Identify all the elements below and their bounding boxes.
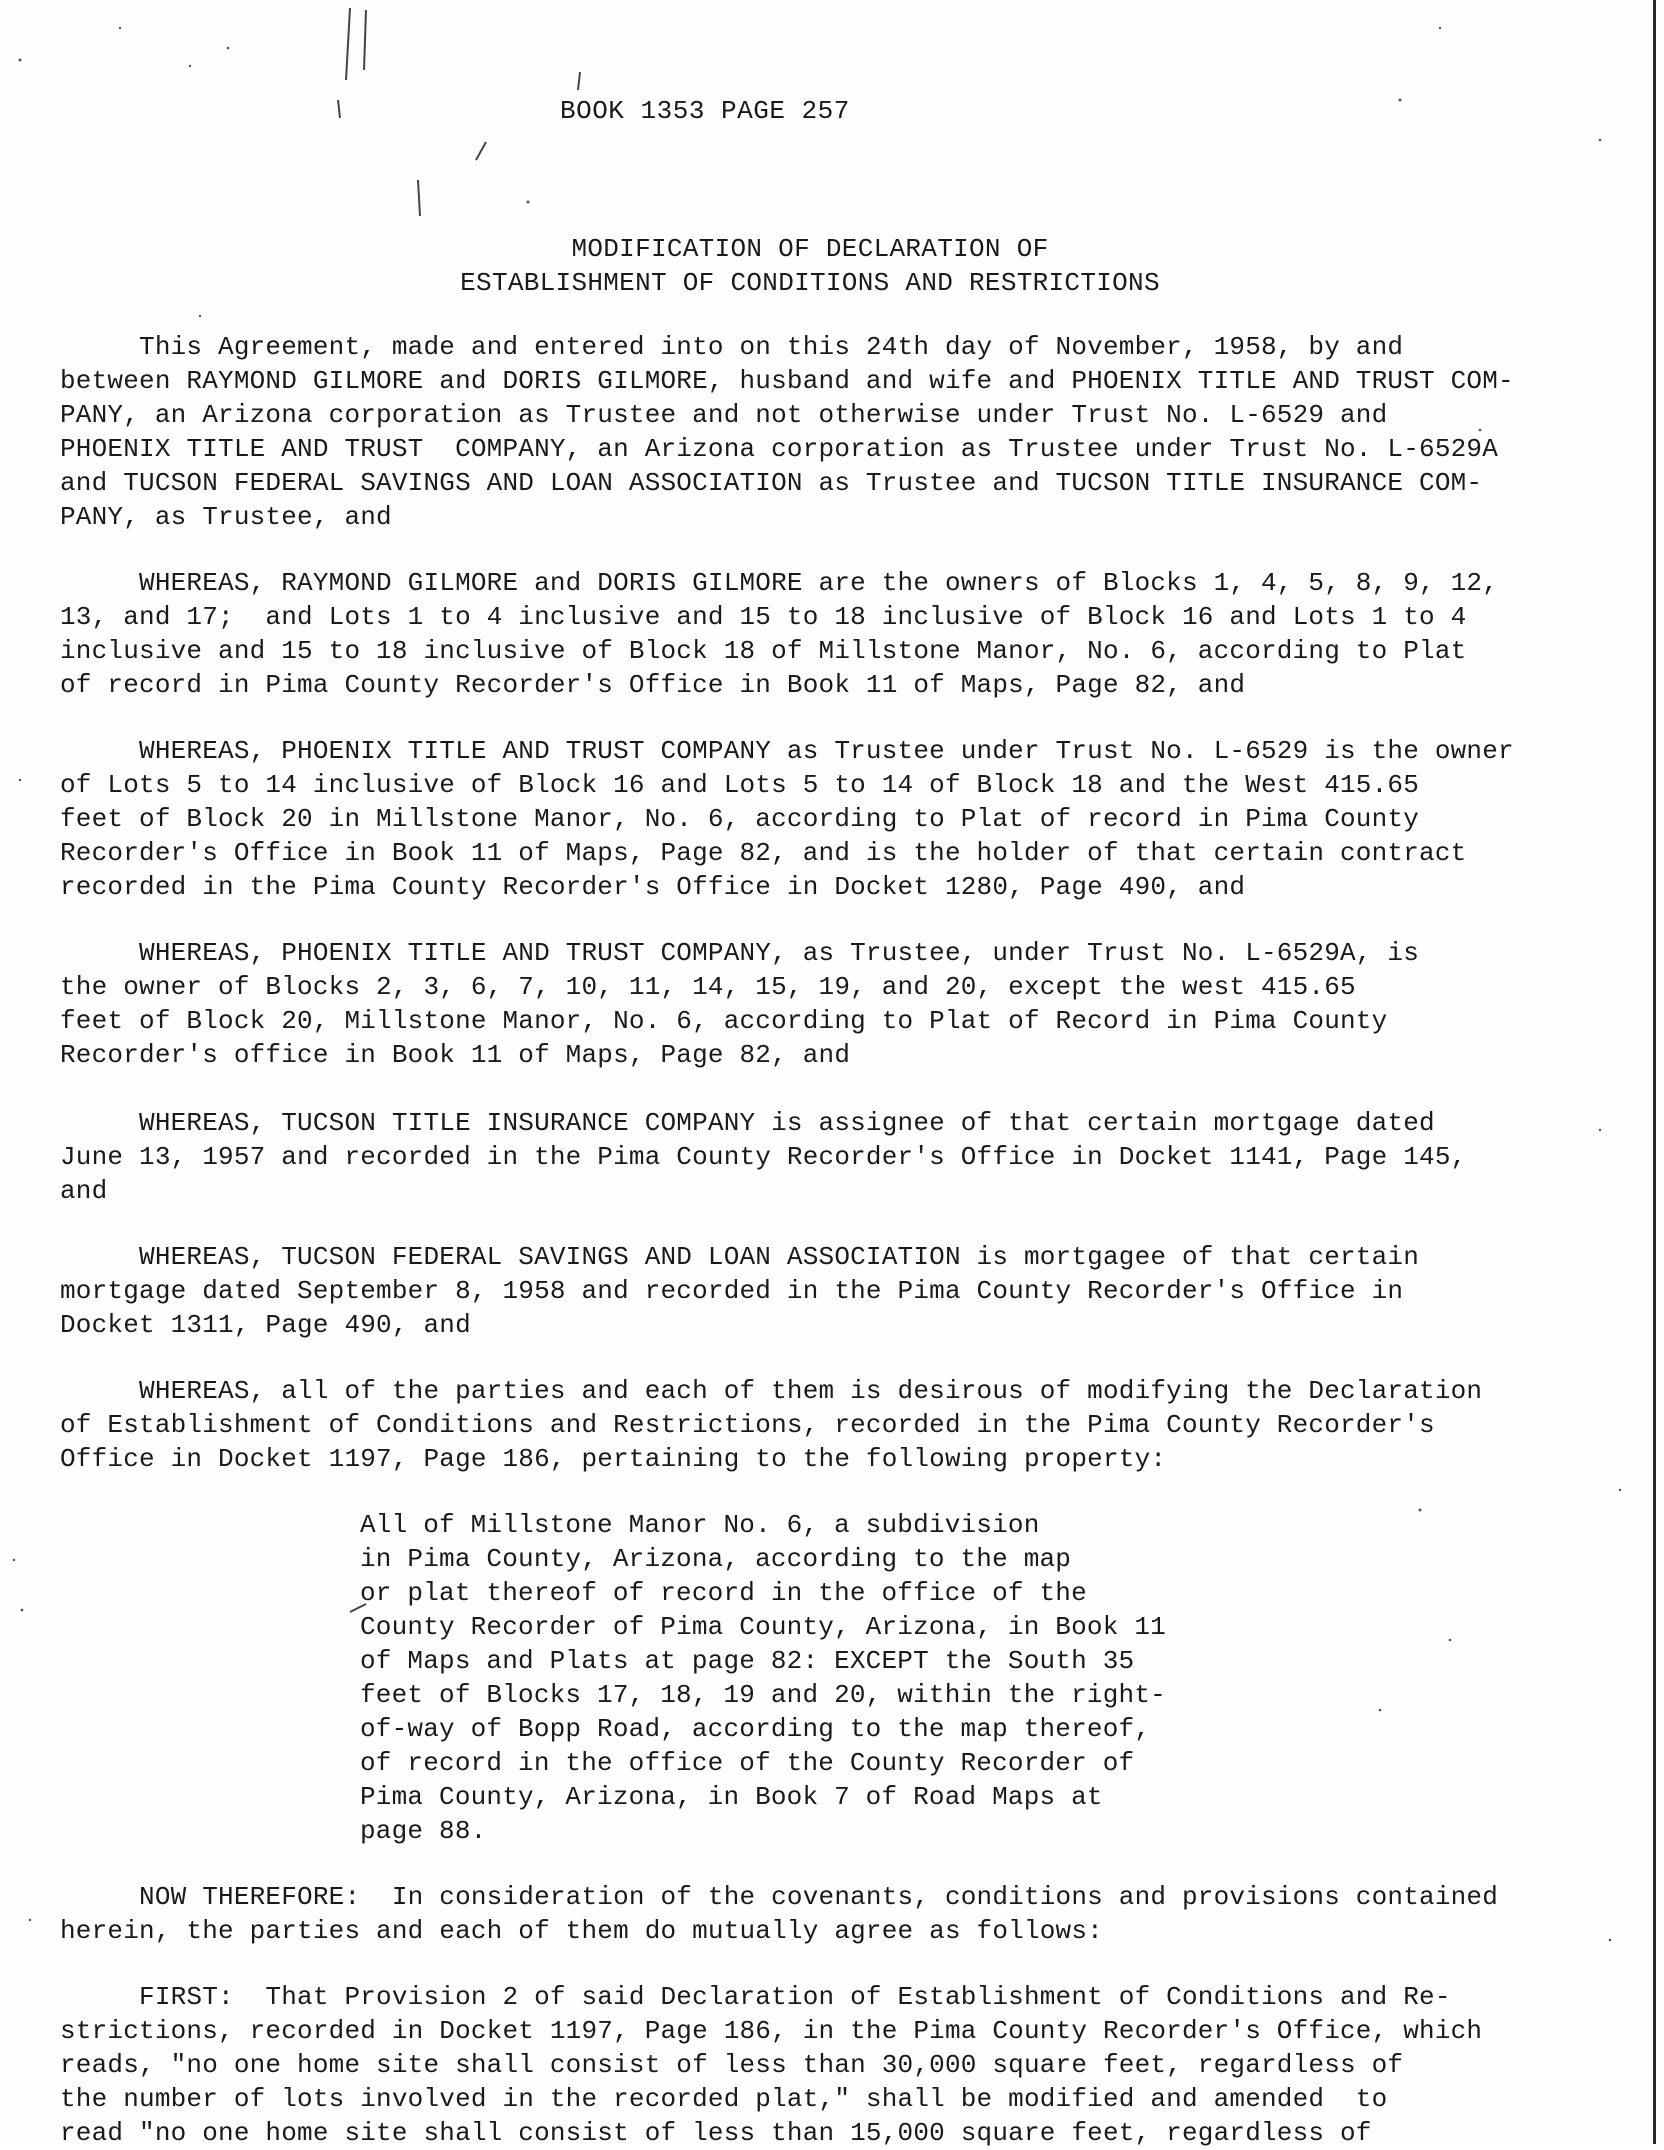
- property-line: of Maps and Plats at page 82: EXCEPT the South 35: [360, 1646, 1135, 1676]
- text-line: herein, the parties and each of them do mutually agree as follows:: [60, 1916, 1103, 1946]
- text-line: WHEREAS, PHOENIX TITLE AND TRUST COMPANY as Trustee under Trust No. L-6529 is the owner: [60, 736, 1514, 766]
- text-line: the owner of Blocks 2, 3, 6, 7, 10, 11, 14, 15, 19, and 20, except the west 415.65: [60, 972, 1356, 1002]
- text-line: 13, and 17; and Lots 1 to 4 inclusive and 15 to 18 inclusive of Block 16 and Lots 1 to 4: [60, 602, 1467, 632]
- text-line: reads, "no one home site shall consist of less than 30,000 square feet, regardless of: [60, 2050, 1404, 2080]
- property-line: of-way of Bopp Road, according to the map thereof,: [360, 1714, 1151, 1744]
- text-line: of record in Pima County Recorder's Office in Book 11 of Maps, Page 82, and: [60, 670, 1246, 700]
- text-line: WHEREAS, all of the parties and each of them is desirous of modifying the Declaration: [60, 1376, 1483, 1406]
- paragraph-now-therefore: [60, 1880, 1498, 1948]
- text-line: of Establishment of Conditions and Restrictions, recorded in the Pima County Recorder's: [60, 1410, 1435, 1440]
- text-line: Recorder's office in Book 11 of Maps, Page 82, and: [60, 1040, 851, 1070]
- text-line: mortgage dated September 8, 1958 and recorded in the Pima County Recorder's Office in: [60, 1276, 1404, 1306]
- text-line: Recorder's Office in Book 11 of Maps, Page 82, and is the holder of that certain contract: [60, 838, 1467, 868]
- paragraph-whereas-modification: [60, 1374, 1482, 1476]
- text-line: NOW THEREFORE: In consideration of the covenants, conditions and provisions contained: [60, 1882, 1499, 1912]
- text-line: This Agreement, made and entered into on this 24th day of November, 1958, by and: [60, 332, 1404, 362]
- paragraph-first: [60, 1980, 1482, 2150]
- property-line: feet of Blocks 17, 18, 19 and 20, within the right-: [360, 1680, 1166, 1710]
- text-line: feet of Block 20, Millstone Manor, No. 6, according to Plat of Record in Pima County: [60, 1006, 1388, 1036]
- paragraph-whereas-savings-loan: [60, 1240, 1419, 1342]
- text-line: of Lots 5 to 14 inclusive of Block 16 and Lots 5 to 14 of Block 18 and the West 415.65: [60, 770, 1420, 800]
- text-line: WHEREAS, TUCSON TITLE INSURANCE COMPANY is assignee of that certain mortgage dated: [60, 1108, 1435, 1138]
- text-line: PANY, as Trustee, and: [60, 502, 392, 532]
- text-line: and TUCSON FEDERAL SAVINGS AND LOAN ASSOCIATION as Trustee and TUCSON TITLE INSURANCE COM-: [60, 468, 1483, 498]
- property-line: of record in the office of the County Recorder of: [360, 1748, 1135, 1778]
- property-line: Pima County, Arizona, in Book 7 of Road Maps at: [360, 1782, 1103, 1812]
- paragraph-whereas-title-insurance: [60, 1106, 1466, 1208]
- title-line-2: ESTABLISHMENT OF CONDITIONS AND RESTRICTIONS: [460, 268, 1160, 298]
- paragraph-whereas-owners: [60, 566, 1498, 702]
- title-line-1: MODIFICATION OF DECLARATION OF: [571, 234, 1049, 264]
- text-line: recorded in the Pima County Recorder's Office in Docket 1280, Page 490, and: [60, 872, 1246, 902]
- property-line: or plat thereof of record in the office of the: [360, 1578, 1087, 1608]
- property-line: All of Millstone Manor No. 6, a subdivision: [360, 1510, 1040, 1540]
- text-line: PANY, an Arizona corporation as Trustee and not otherwise under Trust No. L-6529 and: [60, 400, 1388, 430]
- document-title: [0, 232, 1620, 300]
- property-line: County Recorder of Pima County, Arizona, in Book 11: [360, 1612, 1166, 1642]
- property-description: [360, 1508, 1166, 1848]
- text-line: the number of lots involved in the recorded plat," shall be modified and amended to: [60, 2084, 1388, 2114]
- text-line: between RAYMOND GILMORE and DORIS GILMORE, husband and wife and PHOENIX TITLE AND TRUST COM-: [60, 366, 1514, 396]
- text-line: inclusive and 15 to 18 inclusive of Block 18 of Millstone Manor, No. 6, according to Plat: [60, 636, 1467, 666]
- text-line: June 13, 1957 and recorded in the Pima County Recorder's Office in Docket 1141, Page 145,: [60, 1142, 1467, 1172]
- paragraph-agreement: [60, 330, 1514, 534]
- property-line: in Pima County, Arizona, according to the map: [360, 1544, 1072, 1574]
- book-page-header: BOOK 1353 PAGE 257: [560, 96, 850, 126]
- text-line: PHOENIX TITLE AND TRUST COMPANY, an Arizona corporation as Trustee under Trust No. L-6529A: [60, 434, 1499, 464]
- paragraph-whereas-trust-6529: [60, 734, 1514, 904]
- text-line: WHEREAS, RAYMOND GILMORE and DORIS GILMORE are the owners of Blocks 1, 4, 5, 8, 9, 12,: [60, 568, 1499, 598]
- text-line: Office in Docket 1197, Page 186, pertaining to the following property:: [60, 1444, 1167, 1474]
- text-line: Docket 1311, Page 490, and: [60, 1310, 471, 1340]
- paragraph-whereas-trust-6529a: [60, 936, 1419, 1072]
- scan-edge-line: [1653, 0, 1656, 2144]
- text-line: and: [60, 1176, 108, 1206]
- text-line: WHEREAS, PHOENIX TITLE AND TRUST COMPANY, as Trustee, under Trust No. L-6529A, is: [60, 938, 1420, 968]
- text-line: read "no one home site shall consist of less than 15,000 square feet, regardless of: [60, 2118, 1372, 2148]
- text-line: feet of Block 20 in Millstone Manor, No. 6, according to Plat of record in Pima County: [60, 804, 1420, 834]
- text-line: strictions, recorded in Docket 1197, Page 186, in the Pima County Recorder's Office, which: [60, 2016, 1483, 2046]
- text-line: FIRST: That Provision 2 of said Declaration of Establishment of Conditions and Re-: [60, 1982, 1451, 2012]
- text-line: WHEREAS, TUCSON FEDERAL SAVINGS AND LOAN ASSOCIATION is mortgagee of that certain: [60, 1242, 1420, 1272]
- property-line: page 88.: [360, 1816, 487, 1846]
